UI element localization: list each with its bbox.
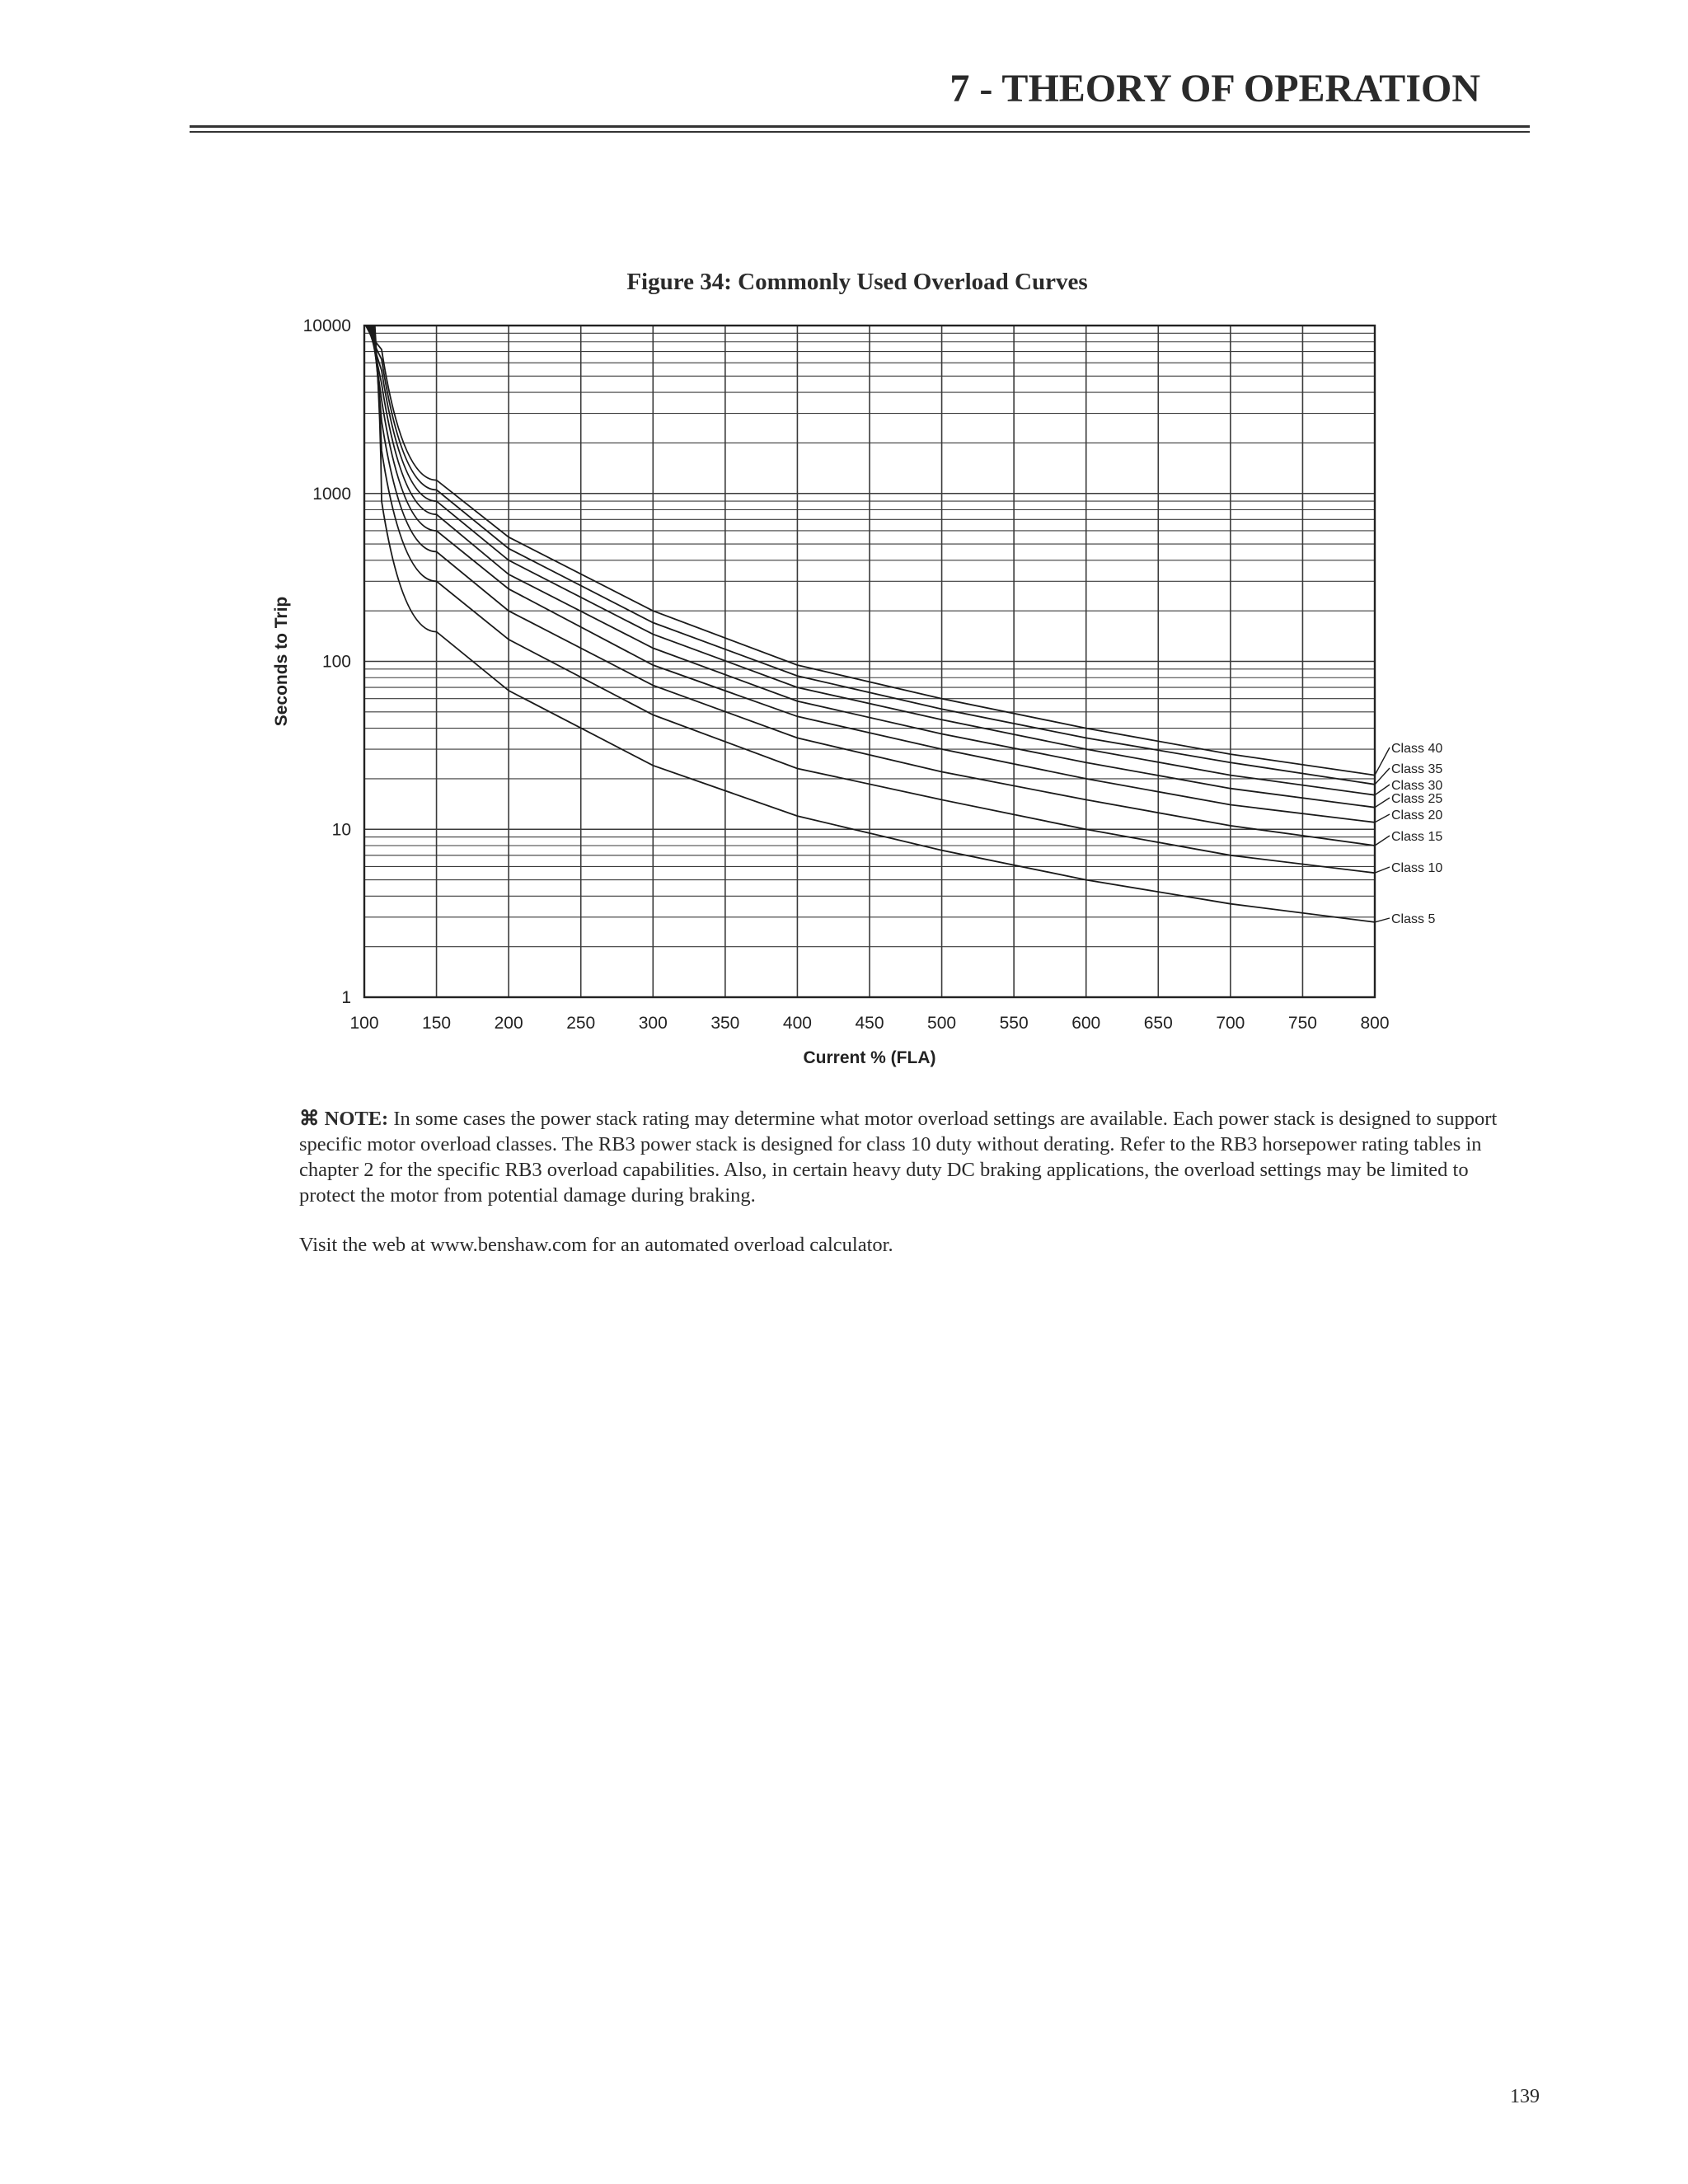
x-tick-label: 350 (710, 1014, 740, 1033)
curve-class-10 (373, 326, 1375, 873)
x-tick-label: 300 (638, 1014, 668, 1033)
note-paragraph (299, 1106, 1511, 1208)
curve-class-20 (371, 326, 1375, 823)
series-label: Class 40 (1391, 742, 1443, 756)
curve-class-35 (367, 326, 1375, 785)
y-tick-label: 100 (321, 652, 351, 672)
note-text: In some cases the power stack rating may determine what motor overload settings are available. Each power stack is designed to support specific motor overload classes. The RB3 power stack is designed for class 10 duty without derating. Refer to the RB3 horsepower rating tables in chapter 2 for the specific RB3 overload capabilities. Also, in certain heavy duty DC braking applications, the overload settings may be limited to protect the motor from potential damage during braking. (299, 1108, 1498, 1207)
x-tick-label: 800 (1360, 1014, 1390, 1033)
x-tick-label: 400 (782, 1014, 812, 1033)
series-label: Class 20 (1391, 808, 1443, 823)
x-tick-label: 750 (1287, 1014, 1317, 1033)
series-label: Class 5 (1391, 912, 1436, 926)
series-leader-line (1375, 918, 1390, 922)
page-number: 139 (1510, 2086, 1540, 2107)
series-leader-line (1375, 785, 1390, 795)
curve-class-15 (373, 326, 1375, 846)
note-symbol: ⌘ (299, 1108, 320, 1130)
curve-class-40 (366, 326, 1375, 776)
y-axis-label: Seconds to Trip (272, 596, 291, 727)
x-tick-label: 600 (1071, 1014, 1101, 1033)
x-tick-label: 250 (566, 1014, 596, 1033)
x-tick-label: 100 (349, 1014, 379, 1033)
x-tick-label: 550 (999, 1014, 1029, 1033)
series-leader-line (1375, 814, 1390, 823)
x-axis-label: Current % (FLA) (803, 1048, 936, 1067)
curve-class-5 (375, 326, 1375, 922)
series-label: Class 15 (1391, 830, 1443, 844)
y-tick-label: 1 (341, 988, 351, 1007)
page-header-title: 7 - THEORY OF OPERATION (950, 67, 1480, 110)
y-tick-label: 1000 (312, 484, 351, 504)
header-rule-top (190, 125, 1530, 128)
x-tick-label: 200 (494, 1014, 523, 1033)
overload-curves-chart (247, 305, 1467, 1071)
figure-title: Figure 34: Commonly Used Overload Curves (626, 269, 1088, 295)
visit-web-text: Visit the web at www.benshaw.com for an automated overload calculator. (299, 1234, 893, 1256)
y-tick-label: 10000 (302, 316, 351, 335)
x-tick-label: 700 (1216, 1014, 1245, 1033)
series-leader-line (1375, 867, 1390, 873)
series-label: Class 35 (1391, 762, 1443, 776)
series-label: Class 25 (1391, 792, 1443, 806)
series-leader-line (1375, 798, 1390, 808)
series-label: Class 10 (1391, 861, 1443, 875)
x-tick-label: 650 (1143, 1014, 1173, 1033)
series-label: Class 30 (1391, 779, 1443, 793)
header-rule-bottom (190, 131, 1530, 133)
y-tick-label: 10 (331, 820, 351, 840)
series-leader-line (1375, 836, 1390, 846)
x-tick-label: 450 (855, 1014, 884, 1033)
note-label: NOTE: (324, 1108, 389, 1130)
x-tick-label: 500 (927, 1014, 957, 1033)
x-tick-label: 150 (422, 1014, 452, 1033)
